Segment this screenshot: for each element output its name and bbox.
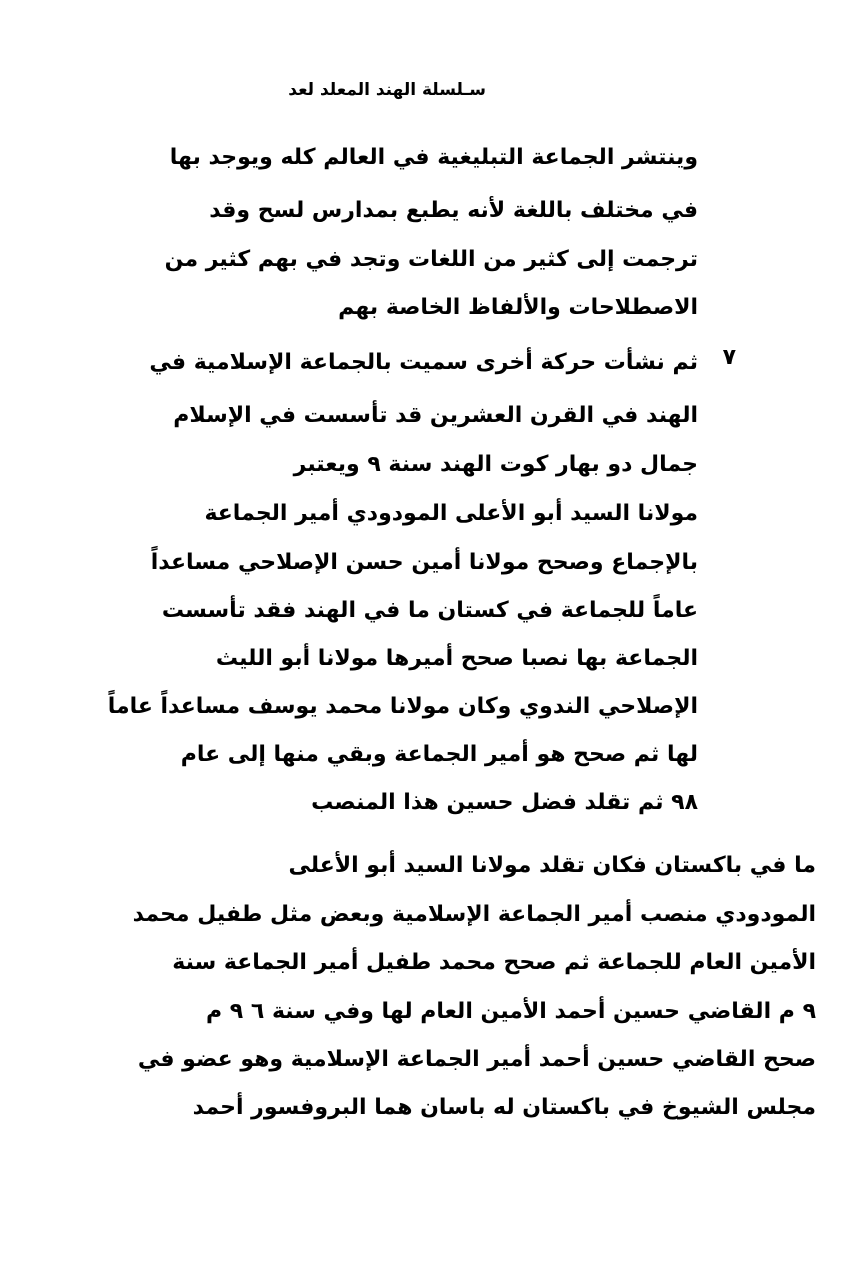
- paragraph1-line-1: وينتشر الجماعة التبليغية في العالم كله ويوجد بها: [169, 145, 698, 170]
- paragraph3-line-4: ٩ م القاضي حسين أحمد الأمين العام لها وفي سنة ٦ ٩ م: [205, 999, 816, 1024]
- item7-line-4: مولانا السيد أبو الأعلى المودودي أمير الجماعة: [204, 501, 698, 526]
- item7-line-5: بالإجماع وصحح مولانا أمين حسن الإصلاحي مساعداً: [150, 550, 698, 575]
- item7-line-6: عاماً للجماعة في كستان ما في الهند فقد تأسست: [161, 598, 698, 623]
- item7-line-2: الهند في القرن العشرين قد تأسست في الإسلام: [173, 403, 698, 428]
- paragraph3-line-3: الأمين العام للجماعة ثم صحح محمد طفيل أمير الجماعة سنة: [172, 950, 816, 975]
- paragraph3-line-6: مجلس الشيوخ في باكستان له باسان هما البروفسور أحمد: [192, 1095, 816, 1120]
- item7-line-7: الجماعة بها نصبا صحح أميرها مولانا أبو الليث: [215, 646, 698, 671]
- running-header: سـلسلة الهند المعلد لعد: [288, 80, 486, 100]
- item7-line-3: جمال دو بهار كوت الهند سنة ٩ ويعتبر: [293, 452, 698, 477]
- paragraph1-line-2: في مختلف باللغة لأنه يطبع بمدارس لسح وقد: [209, 198, 698, 223]
- paragraph1-line-4: الاصطلاحات والألفاظ الخاصة بهم: [338, 295, 698, 320]
- item7-line-1: ثم نشأت حركة أخرى سميت بالجماعة الإسلامية في: [149, 350, 698, 375]
- paragraph1-line-3: ترجمت إلى كثير من اللغات وتجد في بهم كثير من: [164, 247, 698, 272]
- item7-line-10: ٩٨ ثم تقلد فضل حسين هذا المنصب: [311, 790, 698, 815]
- paragraph3-line-2: المودودي منصب أمير الجماعة الإسلامية وبعض مثل طفيل محمد: [132, 902, 816, 927]
- item-number: ٧: [722, 345, 736, 370]
- paragraph3-line-5: صحح القاضي حسين أحمد أمير الجماعة الإسلامية وهو عضو في: [137, 1047, 816, 1072]
- item7-line-9: لها ثم صحح هو أمير الجماعة وبقي منها إلى عام: [180, 742, 698, 767]
- paragraph3-line-1: ما في باكستان فكان تقلد مولانا السيد أبو الأعلى: [288, 853, 816, 878]
- item7-line-8: الإصلاحي الندوي وكان مولانا محمد يوسف مساعداً عاماً: [107, 694, 698, 719]
